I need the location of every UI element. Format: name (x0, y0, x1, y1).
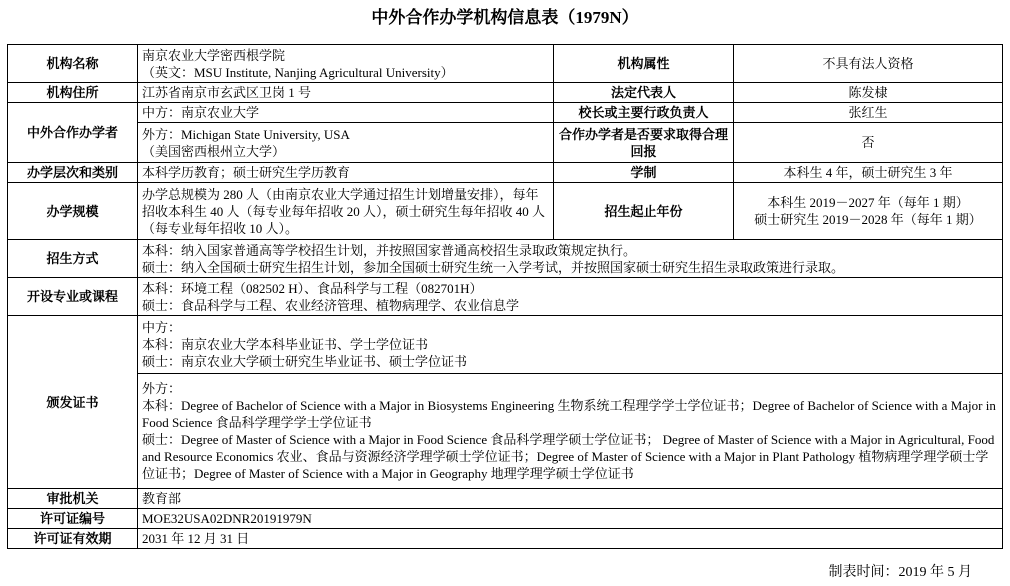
row-scale (8, 183, 1003, 240)
scale-value: 办学总规模为 280 人（由南京农业大学通过招生计划增量安排），每年招收本科生 40 人（每专业每年招收 20 人），硕士研究生每年招收 40 人（每专业每年招收 10 人）。 (138, 183, 554, 240)
cert-foreign-master: 硕士：Degree of Master of Science with a Major in Food Science 食品科学理学硕士学位证书； Degree of Master of Science with a Major in Agricultural, Food and Resource Economics 农业、食品与资源经济学理学硕士学位证书；Degree of Master of Science with a Major in Plant Pathology 植物病理学理学硕士学位证书；Degree of Master of Science with a Major in Geography 地理学理学硕士学位证书 (142, 432, 995, 481)
cert-cn (138, 316, 1003, 374)
row-cert-foreign (8, 374, 1003, 489)
majors-undergrad: 本科：环境工程（082502 H）、食品科学与工程（082701H） (142, 280, 483, 296)
row-name (8, 45, 1003, 83)
name-value (138, 45, 554, 83)
row-level (8, 163, 1003, 183)
duration-value: 本科生 4 年，硕士研究生 3 年 (734, 163, 1003, 183)
partner-foreign-cn: （美国密西根州立大学） (142, 143, 286, 159)
enroll-years-undergrad: 本科生 2019－2027 年（每年 1 期） (767, 195, 969, 210)
row-partner-cn (8, 103, 1003, 123)
attr-label: 机构属性 (554, 45, 734, 83)
legal-rep-value: 陈发棣 (734, 83, 1003, 103)
level-value: 本科学历教育；硕士研究生学历教育 (138, 163, 554, 183)
license-label: 许可证编号 (8, 509, 138, 529)
admission-value (138, 240, 1003, 278)
attr-value: 不具有法人资格 (734, 45, 1003, 83)
row-cert-cn (8, 316, 1003, 374)
cert-cn-head: 中方： (142, 320, 182, 335)
majors-value (138, 278, 1003, 316)
majors-master: 硕士：食品科学与工程、农业经济管理、植物病理学、农业信息学 (142, 297, 520, 313)
legal-rep-label: 法定代表人 (554, 83, 734, 103)
row-majors (8, 278, 1003, 316)
scale-label: 办学规模 (8, 183, 138, 240)
cert-label: 颁发证书 (8, 316, 138, 489)
cert-foreign-undergrad: 本科：Degree of Bachelor of Science with a Major in Biosystems Engineering 生物系统工程理学学士学位证书；Degree of Bachelor of Science with a Major in Food Science 食品科学理学学士学位证书 (142, 398, 996, 430)
validity-value: 2031 年 12 月 31 日 (138, 529, 1003, 549)
row-admission (8, 240, 1003, 278)
enroll-years-label: 招生起止年份 (554, 183, 734, 240)
page-title: 中外合作办学机构信息表（1979N） (371, 8, 639, 27)
admission-undergrad: 本科：纳入国家普通高等学校招生计划，并按照国家普通高校招生录取政策规定执行。 (142, 242, 637, 258)
approval-value: 教育部 (138, 489, 1003, 509)
license-value: MOE32USA02DNR20191979N (138, 509, 1003, 529)
enroll-years-value (734, 183, 1003, 240)
row-partner-foreign (8, 123, 1003, 163)
profit-label: 合作办学者是否要求取得合理回报 (554, 123, 734, 163)
duration-label: 学制 (554, 163, 734, 183)
cert-foreign (138, 374, 1003, 489)
principal-label: 校长或主要行政负责人 (554, 103, 734, 123)
level-label: 办学层次和类别 (8, 163, 138, 183)
name-cn: 南京农业大学密西根学院 (142, 47, 286, 63)
majors-label: 开设专业或课程 (8, 278, 138, 316)
partner-cn: 中方：南京农业大学 (138, 103, 554, 123)
admission-master: 硕士：纳入全国硕士研究生招生计划，参加全国硕士研究生统一入学考试，并按照国家硕士研究生招生录取政策进行录取。 (142, 259, 845, 275)
validity-label: 许可证有效期 (8, 529, 138, 549)
row-address (8, 83, 1003, 103)
info-table (7, 44, 1003, 549)
name-label: 机构名称 (8, 45, 138, 83)
cert-foreign-head: 外方： (142, 381, 182, 396)
cert-cn-master: 硕士：南京农业大学硕士研究生毕业证书、硕士学位证书 (142, 354, 468, 369)
partners-label: 中外合作办学者 (8, 103, 138, 163)
partner-foreign (138, 123, 554, 163)
approval-label: 审批机关 (8, 489, 138, 509)
principal-value: 张红生 (734, 103, 1003, 123)
footer-date: 制表时间：2019 年 5 月 (828, 565, 972, 580)
address-label: 机构住所 (8, 83, 138, 103)
row-approval (8, 489, 1003, 509)
partner-foreign-en: 外方：Michigan State University, USA (142, 126, 350, 142)
enroll-years-master: 硕士研究生 2019－2028 年（每年 1 期） (754, 212, 982, 227)
name-en: （英文：MSU Institute, Nanjing Agricultural University） (142, 64, 454, 80)
row-validity (8, 529, 1003, 549)
address-value: 江苏省南京市玄武区卫岗 1 号 (138, 83, 554, 103)
cert-cn-undergrad: 本科：南京农业大学本科毕业证书、学士学位证书 (142, 337, 429, 352)
admission-label: 招生方式 (8, 240, 138, 278)
profit-value: 否 (734, 123, 1003, 163)
row-license (8, 509, 1003, 529)
